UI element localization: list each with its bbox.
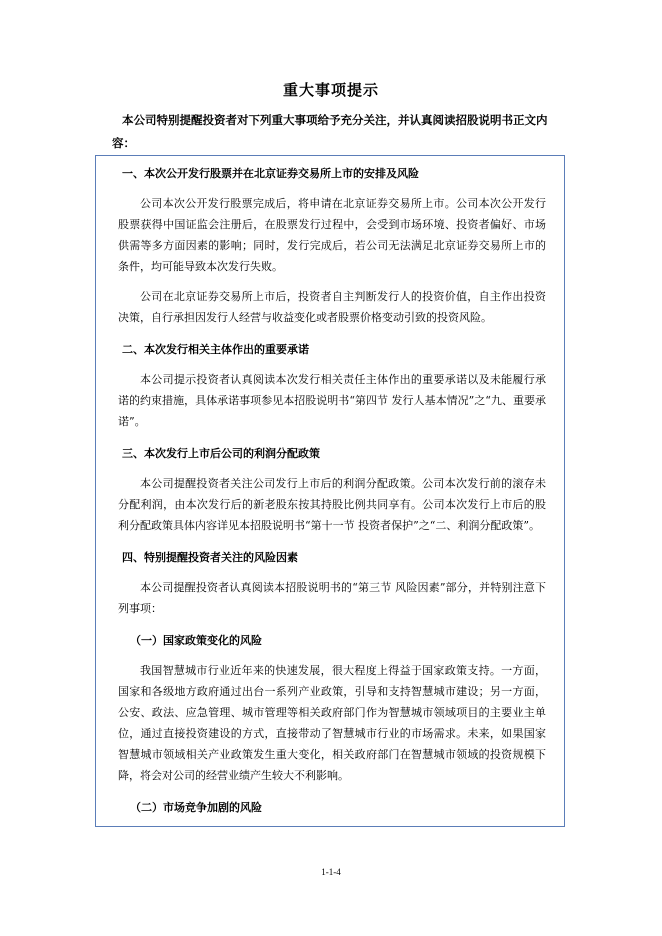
intro-line-2: 容： (112, 136, 135, 150)
subsection-2-heading: （二）市场竞争加剧的风险 (130, 801, 262, 814)
section-2-paragraph-1: 本公司提示投资者认真阅读本次发行相关责任主体作出的重要承诺以及未能履行承诺的约束措施，具体承诺事项参见本招股说明书“第四节 发行人基本情况”之“九、重要承诺”。 (118, 373, 546, 428)
section-4-heading: 四、特别提醒投资者关注的风险因素 (122, 551, 298, 564)
content-box (95, 155, 565, 827)
section-4-paragraph-1: 本公司提醒投资者认真阅读本招股说明书的“第三节 风险因素”部分，并特别注意下列事项： (118, 581, 546, 615)
section-3-paragraph-1: 本公司提醒投资者关注公司发行上市后的利润分配政策。公司本次发行前的滚存未分配利润，由本次发行后的新老股东按其持股比例共同享有。公司本次发行上市后的股利分配政策具体内容详见本招股说明书“第十一节 投资者保护”之“二、利润分配政策”。 (118, 477, 546, 532)
section-3-heading: 三、本次发行上市后公司的利润分配政策 (122, 447, 320, 460)
subsection-1-paragraph-1: 我国智慧城市行业近年来的快速发展，很大程度上得益于国家政策支持。一方面，国家和各级地方政府通过出台一系列产业政策，引导和支持智慧城市建设；另一方面，公安、政法、应急管理、城市管理等相关政府部门作为智慧城市领域项目的主要业主单位，通过直接投资建设的方式，直接带动了智慧城市行业的市场需求。未来，如果国家智慧城市领域相关产业政策发生重大变化，相关政府部门在智慧城市领域的投资规模下降，将会对公司的经营业绩产生较大不利影响。 (118, 664, 546, 782)
section-1-paragraph-2: 公司在北京证券交易所上市后，投资者自主判断发行人的投资价值，自主作出投资决策，自行承担因发行人经营与收益变化或者股票价格变动引致的投资风险。 (118, 290, 546, 324)
section-1-heading: 一、本次公开发行股票并在北京证券交易所上市的安排及风险 (122, 167, 419, 180)
intro-line-1: 本公司特别提醒投资者对下列重大事项给予充分关注，并认真阅读招股说明书正文内 (122, 113, 548, 127)
section-2-heading: 二、本次发行相关主体作出的重要承诺 (122, 343, 309, 356)
content-box-inner (118, 164, 546, 818)
section-1-paragraph-1: 公司本次公开发行股票完成后，将申请在北京证券交易所上市。公司本次公开发行股票获得中国证监会注册后，在股票发行过程中，会受到市场环境、投资者偏好、市场供需等多方面因素的影响；同时，发行完成后，若公司无法满足北京证券交易所上市的条件，均可能导致本次发行失败。 (118, 197, 546, 273)
page-number: 1-1-4 (321, 867, 341, 877)
subsection-1-heading: （一）国家政策变化的风险 (130, 634, 262, 647)
intro-paragraph (112, 109, 566, 155)
page-title: 重大事项提示 (282, 81, 379, 99)
